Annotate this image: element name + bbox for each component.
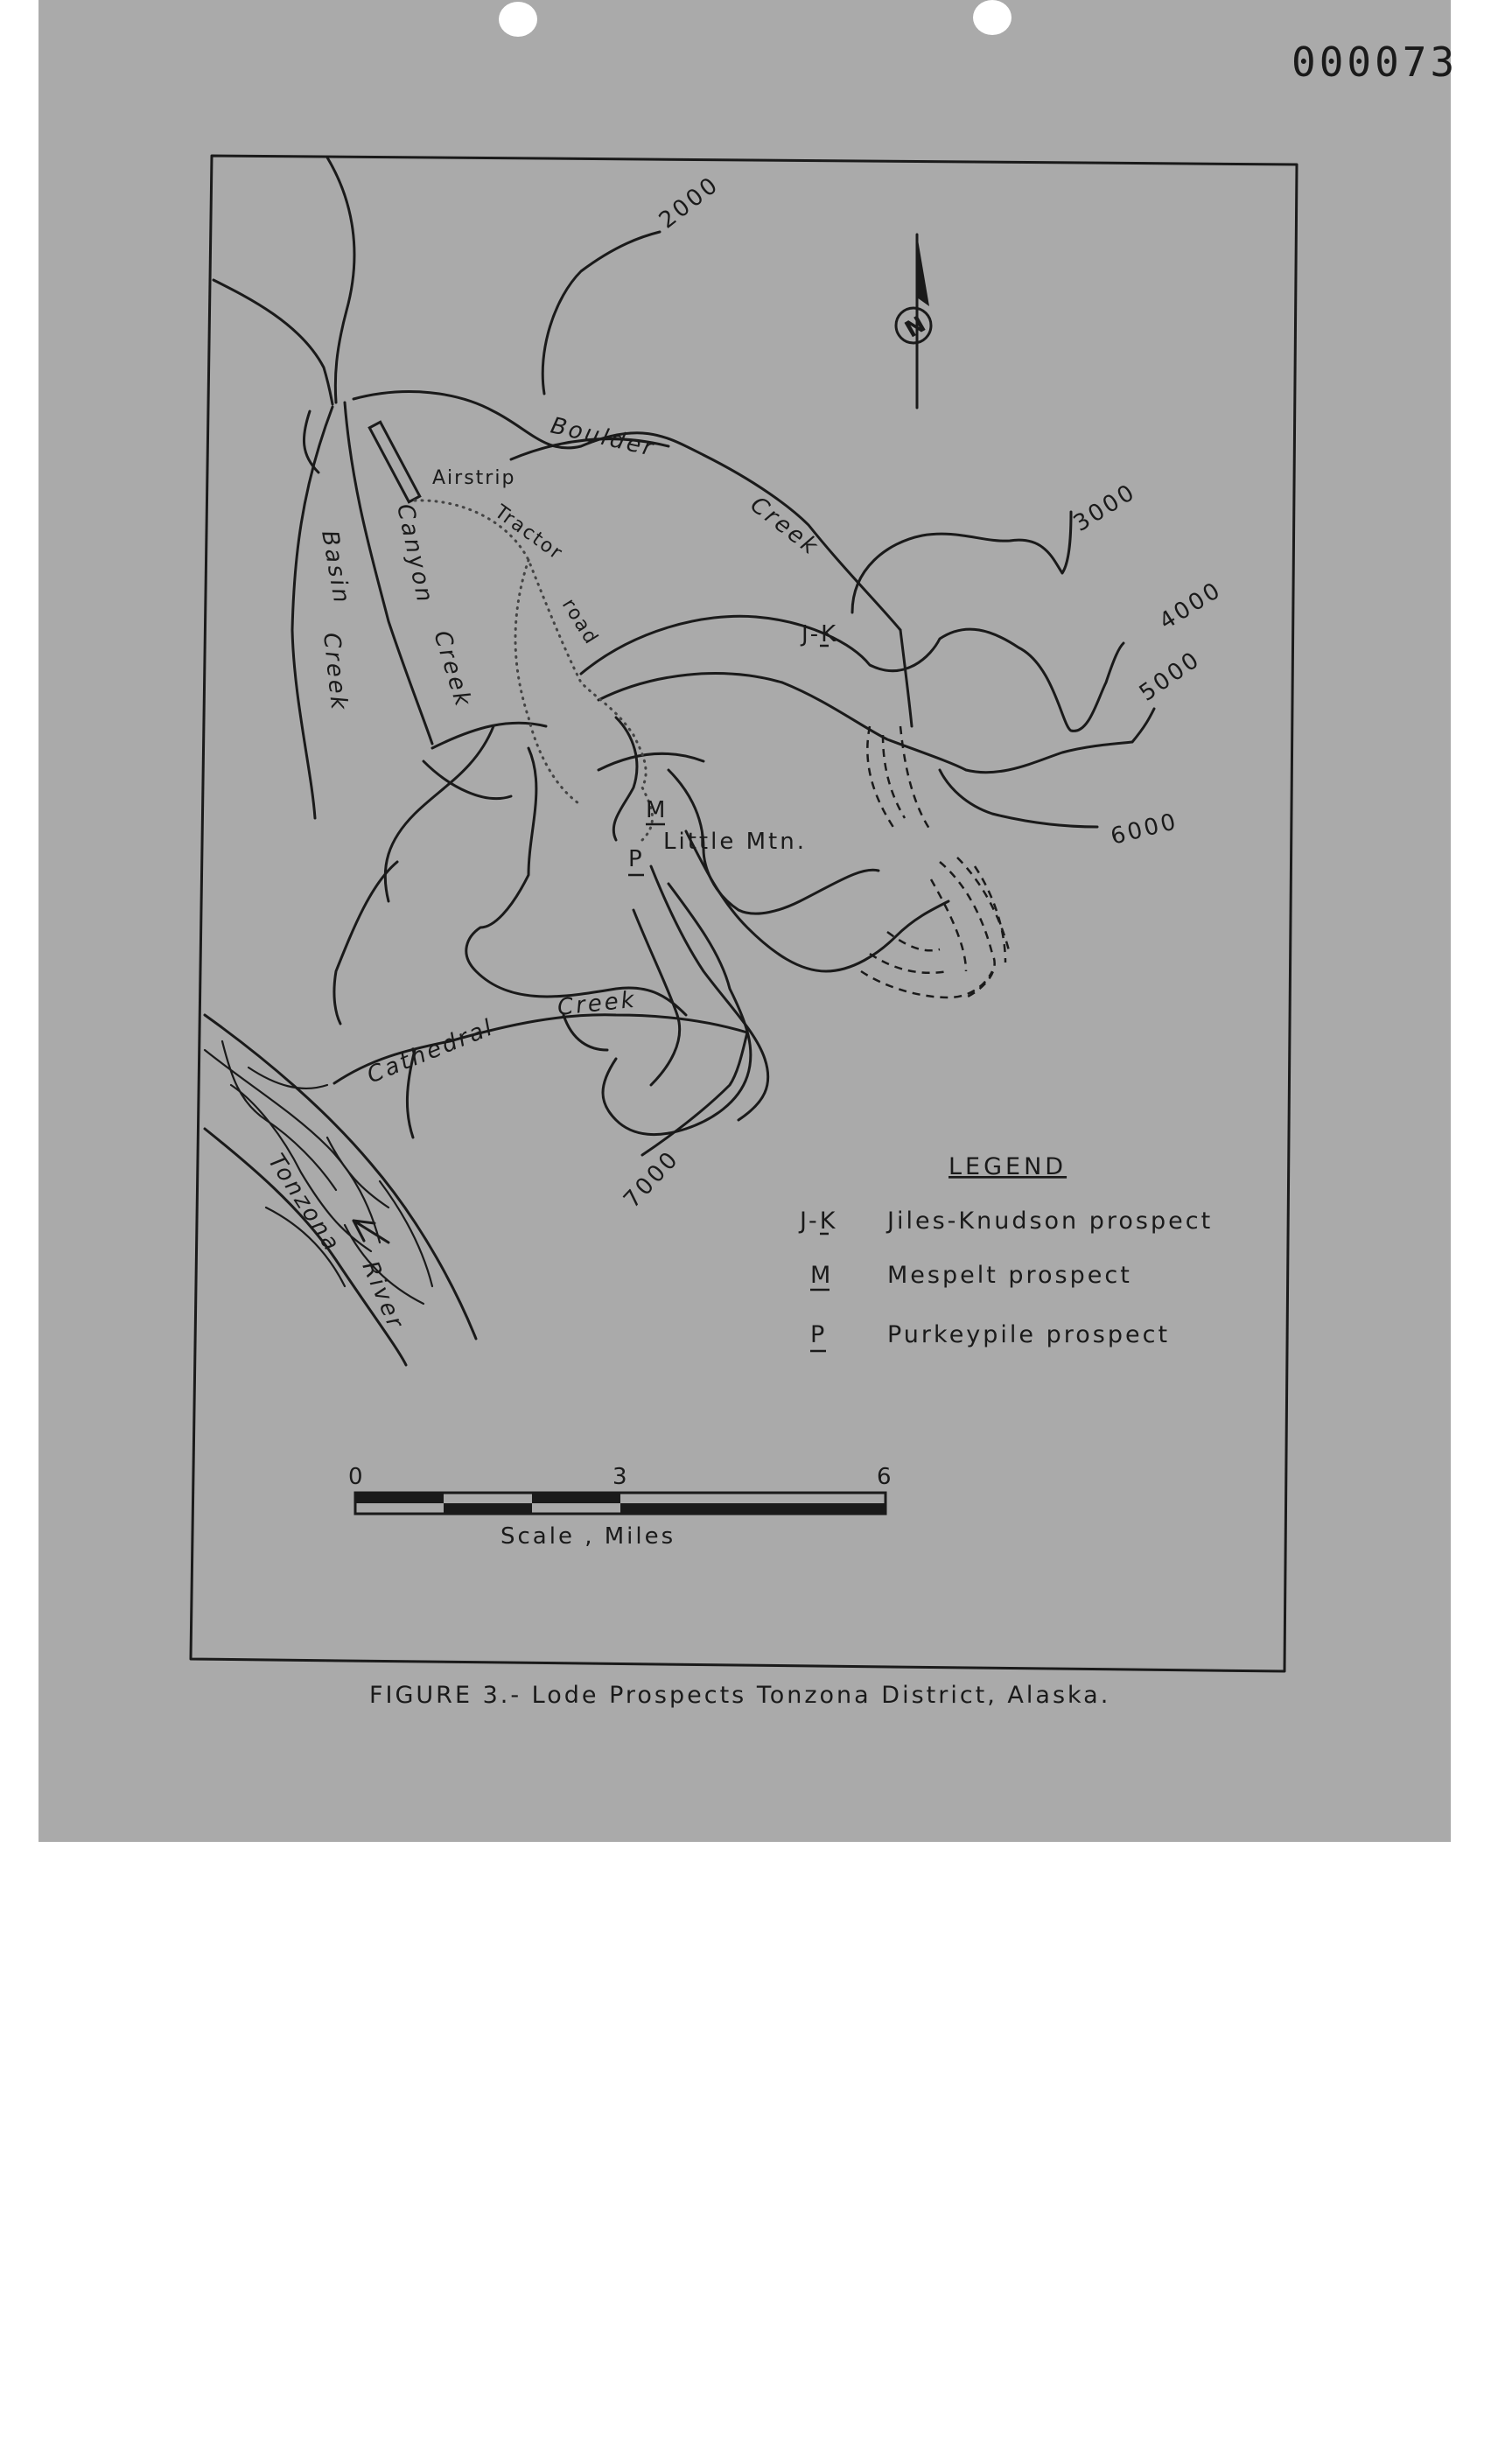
label-boulder: Boulder [548,412,658,463]
label-boulder-creek: Creek [745,491,824,562]
contour-inner-b [466,748,686,1015]
stream-cathedral-trib2 [564,1015,607,1050]
contour-7000 [642,1032,747,1155]
label-canyon-creek: Creek [428,627,477,711]
label-basin: Basin [316,528,355,607]
contour-inner-h [634,910,680,1085]
north-arrow-label: N [900,310,933,344]
scale-bar [355,1493,886,1514]
contour-3000 [852,512,1071,612]
contour-label-7000: 7000 [619,1145,685,1214]
contour-6000 [940,770,1097,827]
label-river: River [356,1257,410,1334]
scale-tick-3: 3 [612,1464,630,1490]
airstrip-symbol [369,422,419,501]
contour-2000 [542,232,660,394]
contour-label-5000: 5000 [1134,646,1207,707]
contour-label-6000: 6000 [1108,808,1181,850]
map-frame [191,156,1297,1671]
stream-north-fork [327,158,354,402]
river-flow-arrow [354,1221,388,1242]
legend-symbol-jk: J-K [800,1208,838,1235]
contour-label-3000: 3000 [1068,479,1142,537]
contour-5000 [598,674,1154,773]
document-sheet [38,0,1459,1842]
label-tonzona: Tonzona [262,1149,346,1258]
streams [214,158,912,1138]
scale-label: Scale , Miles [500,1523,676,1550]
contour-label-4000: 4000 [1154,577,1228,635]
label-cathedral-creek: Creek [556,986,639,1021]
map-figure [38,0,1451,1842]
label-little-mtn: Little Mtn. [663,829,807,855]
label-airstrip: Airstrip [432,467,516,489]
marker-m: M [646,797,668,823]
contour-inner-i [603,1059,686,1135]
label-tractor: Tractor [490,500,567,565]
contour-ridge-b [598,753,704,770]
punch-hole-right [973,0,1012,35]
tonzona-river [205,1015,476,1365]
contour-main-loop [334,862,397,1024]
legend-title: LEGEND [948,1153,1068,1180]
contour-inner-g [668,884,751,1129]
contour-4000 [581,616,1124,731]
scale-tick-0: 0 [348,1464,366,1490]
legend-label-m: Mespelt prospect [887,1262,1132,1289]
scale-tick-6: 6 [877,1464,894,1490]
document-number: 000073 [1292,38,1459,86]
stream-west-fork [214,280,332,404]
label-road: road [556,594,603,649]
label-cathedral: Cathedral [363,1013,499,1089]
legend-label-p: Purkeypile prospect [887,1321,1171,1348]
tractor-road-west [515,560,581,805]
stream-jk-creek [900,630,912,726]
legend-symbol-p: P [810,1321,828,1348]
label-canyon: Canyon [391,501,438,607]
punch-hole-left [499,2,537,37]
legend-symbol-m: M [810,1262,834,1289]
marker-p: P [628,846,645,872]
stream-west-branch [304,411,318,472]
stream-basin-creek [292,407,332,818]
contour-label-2000: 2000 [654,171,724,234]
figure-caption: FIGURE 3.- Lode Prospects Tonzona District, Alaska. [369,1682,1111,1709]
glacier [861,726,1010,998]
legend-label-jk: Jiles-Knudson prospect [887,1208,1214,1235]
marker-jk: J-K [802,621,839,648]
label-basin-creek: Creek [318,631,353,714]
contour-inner-a [385,726,494,901]
